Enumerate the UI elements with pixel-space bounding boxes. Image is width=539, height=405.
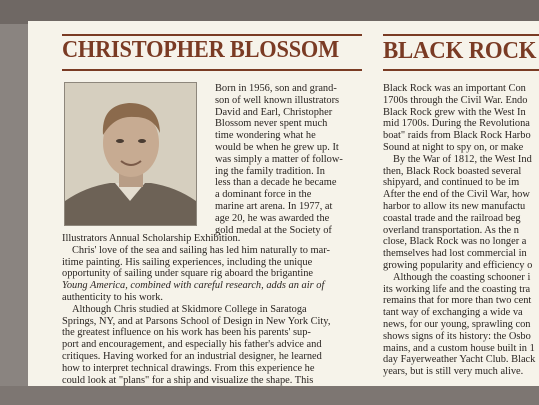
text-line: would be when he grew up. It xyxy=(215,141,339,153)
text-line: themselves had lost commercial in xyxy=(383,248,527,260)
text-line: marine art arena. In 1977, at xyxy=(215,200,333,212)
text-line: ing the family tradition. In xyxy=(215,165,325,177)
text-line: gold medal at the Society of xyxy=(215,224,332,236)
text-line: less than a decade he became xyxy=(215,177,337,189)
text-line: opportunity of sailing under square rig aboard the brigantine xyxy=(62,268,314,280)
text-line: critiques. Having worked for an industrial designer, he learned xyxy=(62,350,322,362)
text-line: son of well known illustrators xyxy=(215,94,340,106)
text-line: mid 1700s. During the Revolutiona xyxy=(383,118,530,130)
background-bottom xyxy=(0,386,539,405)
text-line: Black Rock grew with the West In xyxy=(383,106,526,118)
title-rule-top-right xyxy=(383,34,539,36)
text-line: Born in 1956, son and grand- xyxy=(215,83,337,94)
text-line: the greatest influence on his work has been his parents' sup- xyxy=(62,327,311,339)
title-rule-top xyxy=(62,34,362,36)
text-line: coastal trade and the railroad beg xyxy=(383,212,521,224)
bio-text-beside-photo xyxy=(215,83,351,236)
text-line: remains that for more than two cent xyxy=(383,295,532,307)
text-line: years, but is still very much alive. xyxy=(383,366,524,378)
text-line: David and Earl, Christopher xyxy=(215,106,333,118)
text-line: tant way of exchanging a wide va xyxy=(383,307,523,319)
article-title: CHRISTOPHER BLOSSOM xyxy=(62,37,339,63)
text-line: could look at "plans" for a ship and visualize the shape. This xyxy=(62,374,314,386)
text-line: Young America, combined with careful research, adds an air of xyxy=(62,280,325,292)
text-line: harbor to allow its new manufactu xyxy=(383,200,526,212)
text-line: Although Chris studied at Skidmore College in Saratoga xyxy=(72,303,307,315)
text-line: itime painting. His sailing experiences, including the unique xyxy=(62,256,313,268)
text-line: After the end of the Civil War, how xyxy=(383,189,530,201)
text-line: time wondering what he xyxy=(215,130,316,142)
text-line: Black Rock was an important Con xyxy=(383,83,526,94)
text-line: mains, and a custom house built in 1 xyxy=(383,342,535,354)
text-line: 1700s through the Civil War. Endo xyxy=(383,94,528,106)
bio-text-body xyxy=(62,233,356,386)
text-line: its working life and the coasting tra xyxy=(383,283,531,295)
portrait-photo xyxy=(64,82,197,226)
text-line: Illustrators Annual Scholarship Exhibition. xyxy=(62,233,241,244)
article-page xyxy=(28,21,539,386)
text-line: Springs, NY, and at Parsons School of Design in New York City, xyxy=(62,315,331,327)
text-line: authenticity to his work. xyxy=(62,291,164,303)
text-line: age 20, he was awarded the xyxy=(215,212,330,224)
title-rule-bottom-right xyxy=(383,69,539,71)
text-line: shipyard, and continued to be im xyxy=(383,177,520,189)
article-title-right: BLACK ROCK xyxy=(383,38,537,64)
black-rock-text xyxy=(383,83,539,378)
text-line: day Fayerweather Yacht Club. Black xyxy=(383,354,536,366)
text-line: port and encouragement, and especially his father's advice and xyxy=(62,339,322,351)
portrait-image xyxy=(65,83,196,225)
text-line: overland transportation. As the n xyxy=(383,224,519,236)
text-line: Chris' love of the sea and sailing has led him naturally to mar- xyxy=(72,244,330,256)
text-line: Sound at night to spy on, or make xyxy=(383,141,524,153)
text-line: news, for our young, sprawling con xyxy=(383,318,531,330)
text-line: boat" raids from Black Rock Harbo xyxy=(383,130,531,142)
text-line: By the War of 1812, the West Ind xyxy=(393,153,532,165)
text-line: Blossom never spent much xyxy=(215,118,328,130)
text-line: close, Black Rock was no longer a xyxy=(383,236,527,248)
text-line: was simply a matter of follow- xyxy=(215,153,343,165)
text-line: shows signs of its history: the Osbo xyxy=(383,330,531,342)
title-rule-bottom xyxy=(62,69,362,71)
text-line: Although the coasting schooner i xyxy=(393,271,531,283)
text-line: growing popularity and efficiency o xyxy=(383,259,533,271)
text-line: a dominant force in the xyxy=(215,189,312,201)
text-line: how to interpret technical drawings. From this experience he xyxy=(62,362,315,374)
text-line: then, Black Rock boasted several xyxy=(383,165,522,177)
